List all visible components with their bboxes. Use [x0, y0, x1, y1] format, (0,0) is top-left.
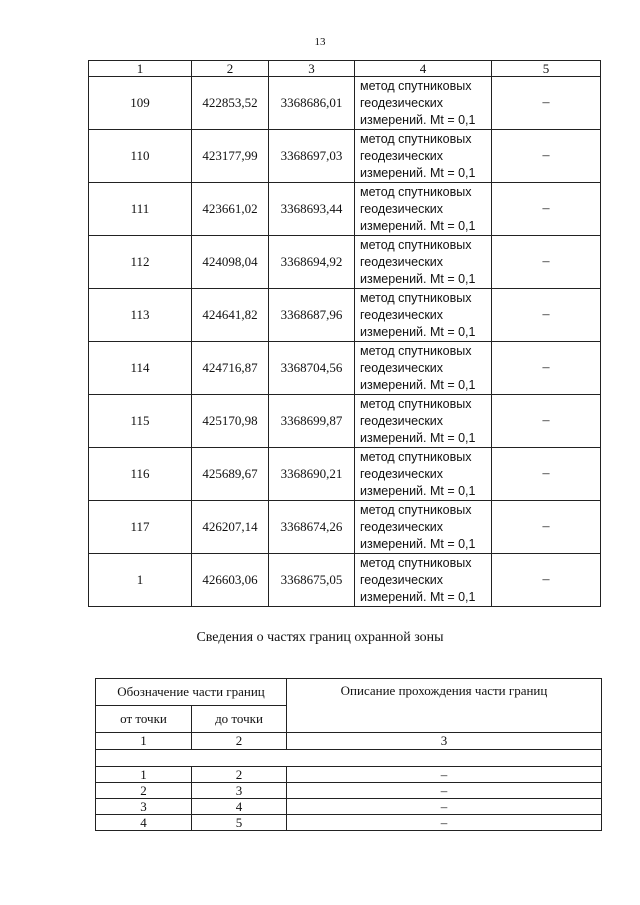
method-line: геодезических [360, 413, 444, 428]
method-cell [355, 236, 492, 289]
header-to-point: до точки [192, 706, 287, 733]
coordinate-x-cell: 424641,82 [192, 289, 269, 342]
coordinate-x-cell: 423177,99 [192, 130, 269, 183]
method-cell [355, 289, 492, 342]
method-line: измерений. Mt = 0,1 [360, 536, 476, 551]
coordinate-y-cell: 3368686,01 [269, 77, 355, 130]
col-header-1: 1 [89, 61, 192, 77]
method-line: геодезических [360, 254, 444, 269]
coordinate-x-cell: 424716,87 [192, 342, 269, 395]
coordinate-x-cell: 425689,67 [192, 448, 269, 501]
method-cell [355, 554, 492, 607]
method-line: геодезических [360, 148, 444, 163]
boundary-parts-table [95, 678, 602, 831]
method-line: измерений. Mt = 0,1 [360, 483, 476, 498]
coordinates-body [89, 77, 601, 607]
note-cell: – [492, 395, 601, 448]
parts-col-number-1: 1 [96, 733, 192, 750]
method-line: метод спутниковых [360, 343, 472, 358]
method-line: геодезических [360, 572, 444, 587]
coordinate-y-cell: 3368687,96 [269, 289, 355, 342]
page-number: 13 [314, 36, 326, 48]
to-point-cell: 4 [192, 799, 287, 815]
table-row [89, 289, 601, 342]
section-title: Сведения о частях границ охранной зоны [196, 630, 444, 645]
table-row [96, 815, 602, 831]
point-number-cell: 111 [89, 183, 192, 236]
col-header-3: 3 [269, 61, 355, 77]
method-line: метод спутниковых [360, 131, 472, 146]
header-part-description: Описание прохождения части границ [287, 679, 602, 733]
point-number-cell: 113 [89, 289, 192, 342]
coordinate-y-cell: 3368674,26 [269, 501, 355, 554]
from-point-cell: 4 [96, 815, 192, 831]
table-row [89, 130, 601, 183]
to-point-cell: 2 [192, 767, 287, 783]
method-line: геодезических [360, 307, 444, 322]
from-point-cell: 1 [96, 767, 192, 783]
note-cell: – [492, 554, 601, 607]
point-number-cell: 1 [89, 554, 192, 607]
point-number-cell: 109 [89, 77, 192, 130]
method-cell [355, 395, 492, 448]
note-cell: – [492, 342, 601, 395]
method-line: геодезических [360, 466, 444, 481]
table-row [96, 767, 602, 783]
method-line: геодезических [360, 360, 444, 375]
point-number-cell: 116 [89, 448, 192, 501]
method-line: геодезических [360, 519, 444, 534]
note-cell: – [492, 77, 601, 130]
method-cell [355, 77, 492, 130]
from-point-cell: 2 [96, 783, 192, 799]
table-row [96, 783, 602, 799]
method-line: измерений. Mt = 0,1 [360, 165, 476, 180]
coordinate-x-cell: 423661,02 [192, 183, 269, 236]
description-cell: – [287, 783, 602, 799]
point-number-cell: 115 [89, 395, 192, 448]
method-cell [355, 342, 492, 395]
method-line: измерений. Mt = 0,1 [360, 112, 476, 127]
note-cell: – [492, 183, 601, 236]
table-row [89, 236, 601, 289]
header-part-designation: Обозначение части границ [96, 679, 287, 706]
method-line: метод спутниковых [360, 78, 472, 93]
method-line: метод спутниковых [360, 449, 472, 464]
parts-column-number-row [96, 733, 602, 750]
method-line: измерений. Mt = 0,1 [360, 324, 476, 339]
method-line: метод спутниковых [360, 396, 472, 411]
point-number-cell: 114 [89, 342, 192, 395]
description-cell: – [287, 767, 602, 783]
point-number-cell: 112 [89, 236, 192, 289]
note-cell: – [492, 448, 601, 501]
coordinate-y-cell: 3368704,56 [269, 342, 355, 395]
parts-col-number-2: 2 [192, 733, 287, 750]
method-line: измерений. Mt = 0,1 [360, 377, 476, 392]
method-line: метод спутниковых [360, 237, 472, 252]
col-header-4: 4 [355, 61, 492, 77]
col-header-5: 5 [492, 61, 601, 77]
to-point-cell: 5 [192, 815, 287, 831]
coordinates-header-row [89, 61, 601, 77]
method-cell [355, 130, 492, 183]
table-row [89, 342, 601, 395]
coordinate-x-cell: 424098,04 [192, 236, 269, 289]
coordinate-y-cell: 3368693,44 [269, 183, 355, 236]
method-line: геодезических [360, 95, 444, 110]
coordinate-y-cell: 3368699,87 [269, 395, 355, 448]
note-cell: – [492, 236, 601, 289]
from-point-cell: 3 [96, 799, 192, 815]
table-row [89, 448, 601, 501]
table-row [89, 183, 601, 236]
parts-empty-row [96, 750, 602, 767]
table-row [89, 501, 601, 554]
parts-header-row [96, 679, 602, 706]
method-line: метод спутниковых [360, 502, 472, 517]
coordinate-x-cell: 425170,98 [192, 395, 269, 448]
method-line: измерений. Mt = 0,1 [360, 430, 476, 445]
note-cell: – [492, 501, 601, 554]
method-line: метод спутниковых [360, 555, 472, 570]
point-number-cell: 117 [89, 501, 192, 554]
to-point-cell: 3 [192, 783, 287, 799]
coordinate-y-cell: 3368675,05 [269, 554, 355, 607]
coordinate-y-cell: 3368694,92 [269, 236, 355, 289]
note-cell: – [492, 289, 601, 342]
method-line: измерений. Mt = 0,1 [360, 218, 476, 233]
table-row [96, 799, 602, 815]
table-row [89, 554, 601, 607]
point-number-cell: 110 [89, 130, 192, 183]
description-cell: – [287, 815, 602, 831]
coordinate-x-cell: 422853,52 [192, 77, 269, 130]
method-line: метод спутниковых [360, 184, 472, 199]
method-cell [355, 448, 492, 501]
parts-body [96, 767, 602, 831]
method-line: измерений. Mt = 0,1 [360, 271, 476, 286]
method-line: геодезических [360, 201, 444, 216]
coordinate-y-cell: 3368697,03 [269, 130, 355, 183]
method-line: измерений. Mt = 0,1 [360, 589, 476, 604]
coordinates-table [88, 60, 601, 607]
method-cell [355, 183, 492, 236]
coordinate-x-cell: 426603,06 [192, 554, 269, 607]
parts-empty-cell [96, 750, 602, 767]
header-from-point: от точки [96, 706, 192, 733]
method-cell [355, 501, 492, 554]
parts-col-number-3: 3 [287, 733, 602, 750]
coordinate-y-cell: 3368690,21 [269, 448, 355, 501]
table-row [89, 77, 601, 130]
description-cell: – [287, 799, 602, 815]
note-cell: – [492, 130, 601, 183]
coordinate-x-cell: 426207,14 [192, 501, 269, 554]
col-header-2: 2 [192, 61, 269, 77]
table-row [89, 395, 601, 448]
method-line: метод спутниковых [360, 290, 472, 305]
